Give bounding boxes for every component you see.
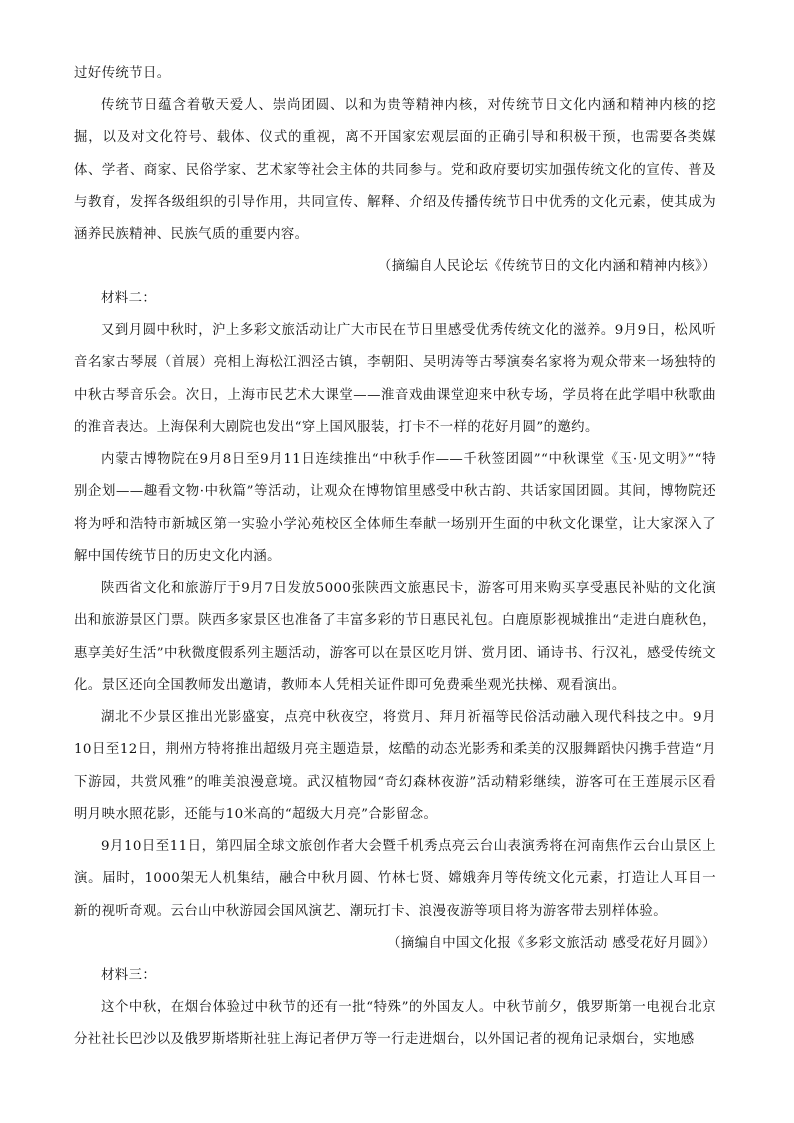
source-citation-1: （摘编自人民论坛《传统节日的文化内涵和精神内核》）: [377, 259, 716, 274]
paragraph-4: 陕西省文化和旅游厅于9月7日发放5000张陕西文旅惠民卡，游客可用来购买享受惠民补贴的文化演出和旅游景区门票。陕西多家景区也准备了丰富多彩的节日惠民礼包。白鹿原影视城推出“走进白鹿秋色，惠享美好生活”中秋微度假系列主题活动，游客可以在景区吃月饼、赏月团、诵诗书、行汉礼，感受传统文化。景区还向全国教师发出邀请，教师本人凭相关证件即可免费乘坐观光扶梯、观看演出。: [74, 581, 716, 693]
paragraph-7: 这个中秋，在烟台体验过中秋节的还有一批“特殊”的外国友人。中秋节前夕，俄罗斯第一电视台北京分社社长巴沙以及俄罗斯塔斯社驻上海记者伊万等一行走进烟台，以外国记者的视角记录烟台，实地感: [74, 1000, 716, 1048]
material-two-heading: 材料二：: [101, 291, 157, 306]
paragraph-5: 湖北不少景区推出光影盛宴，点亮中秋夜空，将赏月、拜月祈福等民俗活动融入现代科技之中。9月10日至12日，荆州方特将推出超级月亮主题造景，炫酷的动态光影秀和柔美的汉服舞蹈快闪携手营造“月下游园，共赏风雅”的唯美浪漫意境。武汉植物园“奇幻森林夜游”活动精彩继续，游客可在王莲展示区看明月映水照花影，还能与10米高的“超级大月亮”合影留念。: [74, 710, 716, 822]
material-three-heading: 材料三：: [101, 968, 157, 983]
paragraph-continuation: 过好传统节日。: [74, 66, 171, 81]
paragraph-2: 又到月圆中秋时，沪上多彩文旅活动让广大市民在节日里感受优秀传统文化的滋养。9月9日，松风听音名家古琴展（首展）亮相上海松江泗泾古镇，李朝阳、吴明涛等古琴演奏名家将为观众带来一场独特的中秋古琴音乐会。次日，上海市民艺术大课堂——淮音戏曲课堂迎来中秋专场，学员将在此学唱中秋歌曲的淮音表达。上海保利大剧院也发出“穿上国风服装，打卡不一样的花好月圆”的邀约。: [74, 323, 716, 435]
paragraph-3: 内蒙古博物院在9月8日至9月11日连续推出“中秋手作——千秋签团圆”“中秋课堂《玉·见文明》”“特别企划——趣看文物·中秋篇”等活动，让观众在博物馆里感受中秋古韵、共话家国团圆。其间，博物院还将为呼和浩特市新城区第一实验小学沁苑校区全体师生奉献一场别开生面的中秋文化课堂，让大家深入了解中国传统节日的历史文化内涵。: [74, 452, 716, 564]
source-citation-2: （摘编自中国文化报《多彩文旅活动 感受花好月圆》）: [387, 936, 716, 951]
paragraph-6: 9月10日至11日，第四届全球文旅创作者大会暨千机秀点亮云台山表演秀将在河南焦作云台山景区上演。届时，1000架无人机集结，融合中秋月圆、竹林七贤、嫦娥奔月等传统文化元素，打造让人耳目一新的视听奇观。云台山中秋游园会国风演艺、潮玩打卡、浪漫夜游等项目将为游客带去别样体验。: [74, 839, 716, 919]
paragraph-1: 传统节日蕴含着敬天爱人、崇尚团圆、以和为贵等精神内核，对传统节日文化内涵和精神内核的挖掘，以及对文化符号、载体、仪式的重视，离不开国家宏观层面的正确引导和积极干预，也需要各类媒体、学者、商家、民俗学家、艺术家等社会主体的共同参与。党和政府要切实加强传统文化的宣传、普及与教育，发挥各级组织的引导作用，共同宣传、解释、介绍及传播传统节日中优秀的文化元素，使其成为涵养民族精神、民族气质的重要内容。: [74, 98, 716, 243]
